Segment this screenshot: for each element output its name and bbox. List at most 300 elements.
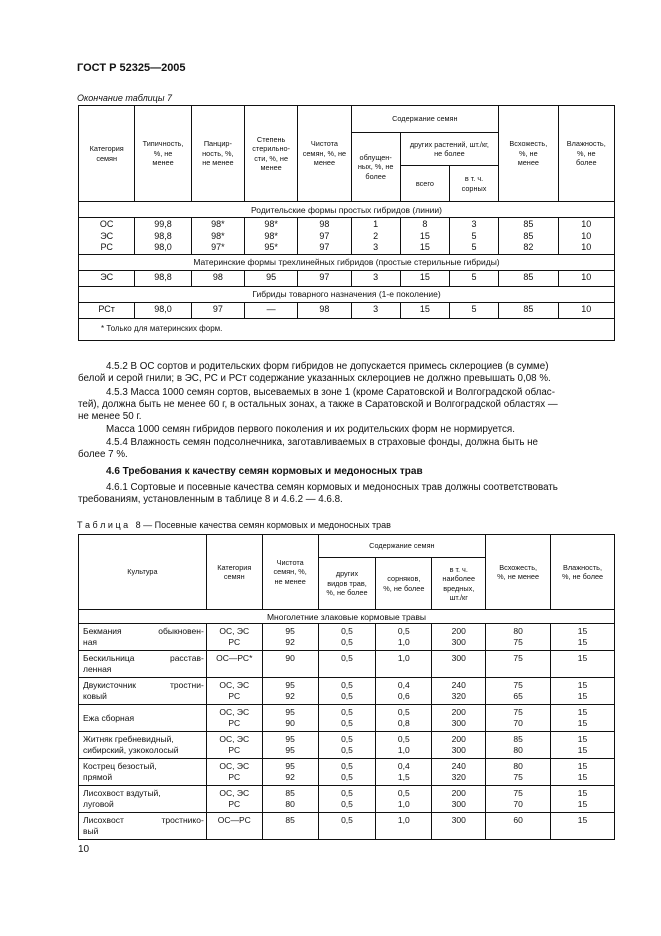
cell-value: 75 [513, 637, 523, 647]
header-line: Влажность, [563, 562, 603, 572]
cell-value: 0,5 [341, 788, 353, 798]
cell-value: 70 [513, 799, 523, 809]
cell-value: 95 [285, 761, 295, 771]
header-other-plants [400, 133, 498, 166]
cell-value: 200 [451, 626, 466, 636]
cell-germ [486, 651, 551, 678]
section-title: Материнские формы трехлинейных гибридов (простые стерильные гибриды) [79, 254, 615, 270]
data-row [79, 270, 615, 286]
cell-other [318, 786, 376, 813]
cell-moist [551, 786, 615, 813]
cell-value: 80 [513, 761, 523, 771]
cell-value: 15 [577, 707, 588, 717]
cell-value: 300 [451, 745, 466, 755]
crop-line: ная [83, 637, 98, 647]
cell-value: 90 [285, 718, 295, 728]
table-cell [558, 218, 614, 255]
header-line: %, не более [561, 572, 604, 581]
text-line: требованиям, установленным в таблице 8 и 4.6.2 — 4.6.8. [78, 494, 343, 505]
cell-germ [486, 786, 551, 813]
header-category [206, 535, 262, 610]
cell-value: 75 [513, 653, 523, 663]
cell-purity [262, 624, 318, 651]
cell-value: 0,5 [341, 707, 353, 717]
section-title: Родительские формы простых гибридов (линии) [79, 202, 615, 218]
cell-harmful [432, 732, 486, 759]
cell-value: 0,5 [341, 815, 353, 825]
header-line: %, не [576, 148, 596, 158]
table-cell [351, 270, 400, 286]
header-line: ных, %, не [357, 162, 394, 172]
cell-value: 75 [513, 680, 523, 690]
header-line: в т. ч. [464, 174, 484, 183]
cell-harmful [432, 624, 486, 651]
cell-germ [486, 678, 551, 705]
cell-value: 0,4 [397, 680, 410, 690]
cell-value: 3 [373, 271, 379, 282]
cell-value: 97 [212, 303, 223, 314]
cell-value: 92 [285, 637, 295, 647]
cell-purity [262, 732, 318, 759]
header-germination [499, 106, 558, 202]
header-line: других [335, 569, 359, 579]
cell-value: 0,8 [397, 718, 410, 728]
cell-value: 15 [419, 242, 430, 252]
cell-harmful [432, 651, 486, 678]
crop-word: Бекмания [83, 626, 122, 636]
crop-line [83, 653, 204, 664]
header-category [79, 106, 135, 202]
cell-value: 97 [319, 271, 330, 282]
cell-value: 80 [513, 745, 523, 755]
cell-weeds [376, 786, 432, 813]
crop-word: тростни- [170, 680, 204, 690]
header-line: сти, %, не [254, 153, 289, 163]
cell-value: 15 [577, 745, 588, 755]
section-heading-4-6: 4.6 Требования к качеству семян кормовых и медоносных трав [106, 466, 423, 477]
text-line: 4.5.3 Масса 1000 семян сортов, высеваемых в зоне 1 (кроме Саратовской и Волгоградской облас- [106, 387, 555, 398]
cell-category [206, 759, 262, 786]
crop-line: луговой [83, 799, 114, 809]
header-crop: Культура [79, 535, 207, 610]
crop-name [79, 624, 207, 651]
header-purity [262, 535, 318, 610]
table-cell [245, 218, 298, 255]
cell-value: РС [228, 691, 241, 701]
cell-value: 15 [577, 653, 588, 663]
cell-value: 85 [523, 219, 534, 229]
cell-weeds [376, 759, 432, 786]
cell-moist [551, 651, 615, 678]
cell-value: 0,5 [397, 626, 410, 636]
header-line: семян, %, [273, 567, 307, 577]
cell-value: 98,8 [154, 230, 172, 241]
cell-value: 1,5 [397, 772, 410, 782]
data-row [79, 302, 615, 318]
table-7-caption: Окончание таблицы 7 [77, 93, 172, 103]
header-line: %, не более [326, 588, 368, 598]
table-cell [245, 302, 298, 318]
header-line: семян [96, 153, 118, 163]
cell-value: 85 [513, 734, 523, 744]
header-line: менее [152, 158, 174, 168]
header-line: Чистота [276, 557, 304, 567]
table-cell [400, 270, 449, 286]
cell-value: 80 [285, 799, 295, 809]
cell-value: 10 [581, 230, 592, 241]
table-cell [449, 218, 498, 255]
cell-value: 2 [373, 230, 379, 241]
cell-value: 15 [577, 799, 588, 809]
cell-other [318, 651, 376, 678]
crop-line: ковый [83, 691, 107, 701]
cell-germ [486, 732, 551, 759]
crop-word: Двукисточник [83, 680, 136, 690]
cell-value: 92 [285, 691, 295, 701]
table-8-caption: Т а б л и ц а 8 — Посевные качества семян кормовых и медоносных трав [77, 520, 391, 530]
header-moisture [551, 535, 615, 610]
cell-value: 0,5 [341, 626, 353, 636]
crop-line [83, 626, 204, 637]
crop-name [79, 759, 207, 786]
cell-moist [551, 732, 615, 759]
cell-value: 0,5 [341, 637, 353, 647]
crop-name [79, 705, 207, 732]
table-row [79, 732, 615, 759]
crop-word: тростнико- [161, 815, 204, 825]
cell-value: 95 [285, 745, 295, 755]
cell-value: 1 [373, 219, 379, 229]
cell-value: 98,8 [154, 271, 172, 282]
cell-value: 240 [451, 680, 466, 690]
table-cell [400, 302, 449, 318]
header-line: более [365, 171, 386, 181]
paragraph-4-5-4 [78, 437, 615, 461]
header-line: семян [223, 572, 245, 581]
text-line: не менее 50 г. [78, 411, 142, 422]
header-line: не более [434, 149, 465, 158]
cell-value: 60 [513, 815, 523, 825]
header-line: Всхожесть, [509, 139, 548, 149]
header-line: стерильно- [252, 144, 290, 153]
cell-value: 85 [523, 303, 534, 314]
table-row [79, 651, 615, 678]
cell-purity [262, 786, 318, 813]
header-line: сорных [461, 183, 487, 193]
crop-line: прямой [83, 772, 113, 782]
header-line: наиболее [442, 574, 476, 583]
cell-value: ОС [99, 219, 114, 229]
cell-value: 300 [451, 799, 466, 809]
cell-value: 95 [285, 707, 295, 717]
header-hulled [351, 133, 400, 202]
header-line: облущен- [359, 152, 392, 162]
cell-value: 15 [577, 761, 588, 771]
cell-value: 0,5 [341, 653, 353, 663]
cell-value: 0,5 [341, 761, 353, 771]
cell-value: 10 [581, 242, 592, 252]
table-cell [135, 270, 191, 286]
header-line: Всхожесть, [499, 562, 538, 572]
cell-value: 98* [264, 230, 278, 241]
table-cell [449, 302, 498, 318]
cell-value: 0,5 [397, 734, 410, 744]
table-8 [78, 534, 615, 840]
table-row [79, 678, 615, 705]
cell-germ [486, 624, 551, 651]
cell-other [318, 678, 376, 705]
cell-value: ЭС [100, 271, 114, 282]
cell-weeds [376, 651, 432, 678]
cell-value: 80 [513, 626, 523, 636]
cell-value: 15 [577, 718, 588, 728]
cell-value: ЭС [100, 230, 114, 241]
crop-name [79, 678, 207, 705]
header-line: других растений, шт./кг, [409, 139, 489, 149]
cell-value: 0,5 [341, 680, 353, 690]
cell-value: 0,5 [341, 745, 353, 755]
cell-category [206, 786, 262, 813]
cell-value: 0,4 [397, 761, 410, 771]
cell-value: 5 [471, 303, 477, 314]
cell-value: 15 [577, 772, 588, 782]
table-cell [499, 218, 558, 255]
cell-value: 95 [266, 271, 277, 282]
cell-purity [262, 651, 318, 678]
header-purity [298, 106, 351, 202]
cell-value: 3 [373, 303, 379, 314]
cell-weeds [376, 705, 432, 732]
header-line: Чистота [310, 139, 338, 149]
cell-value: 300 [451, 637, 466, 647]
cell-value: 320 [451, 772, 466, 782]
cell-value: 97 [319, 230, 330, 241]
cell-value: 97* [211, 242, 225, 252]
header-line: Типичность, [142, 139, 184, 149]
cell-category [206, 651, 262, 678]
cell-value: 200 [451, 734, 466, 744]
cell-weeds [376, 678, 432, 705]
table-cell [400, 218, 449, 255]
cell-value: 98 [212, 271, 223, 282]
cell-value: 82 [523, 242, 534, 252]
cell-value: 15 [577, 815, 588, 825]
cell-moist [551, 624, 615, 651]
cell-value: ОС—РС* [216, 653, 253, 663]
text-line: 4.5.4 Влажность семян подсолнечника, заготавливаемых в страховые фонды, должна быть не [106, 437, 539, 448]
header-line: шт./кг [449, 593, 468, 602]
crop-line: Лисохвост вздутый, [83, 788, 161, 798]
cell-germ [486, 705, 551, 732]
cell-value: РС [100, 242, 113, 252]
cell-value: 1,0 [397, 815, 410, 825]
cell-value: 90 [285, 653, 295, 663]
table-cell [79, 218, 135, 255]
cell-value: 0,5 [341, 799, 353, 809]
cell-purity [262, 705, 318, 732]
table-row [79, 813, 615, 840]
table-row [79, 759, 615, 786]
cell-value: 15 [419, 230, 430, 241]
table-7 [78, 105, 615, 341]
cell-value: 10 [581, 271, 592, 282]
text-line: 4.5.2 В ОС сортов и родительских форм гибридов не допускается примесь склероциев (в сумме) [106, 361, 549, 372]
cell-moist [551, 705, 615, 732]
paragraph-4-6-1 [78, 482, 615, 506]
header-line: не менее [202, 158, 234, 168]
table-cell [351, 302, 400, 318]
cell-value: 5 [471, 271, 477, 282]
crop-word: Бескильница [83, 653, 135, 663]
table-footnote: * Только для материнских форм. [79, 318, 615, 340]
crop-name [79, 732, 207, 759]
cell-purity [262, 813, 318, 840]
cell-value: 3 [373, 242, 379, 252]
header-other-species [318, 558, 376, 610]
header-line: ность, %, [202, 148, 234, 158]
cell-value: 95 [285, 680, 295, 690]
table-cell [191, 218, 244, 255]
header-moisture [558, 106, 614, 202]
cell-value: 70 [513, 718, 523, 728]
cell-value: 0,5 [341, 691, 353, 701]
cell-value: 1,0 [397, 653, 410, 663]
cell-purity [262, 759, 318, 786]
table-cell [135, 218, 191, 255]
cell-weeds [376, 624, 432, 651]
header-armor [191, 106, 244, 202]
cell-value: ОС, ЭС [219, 707, 250, 717]
crop-word: обыкновен- [158, 626, 204, 636]
header-harmful [432, 558, 486, 610]
crop-line: ленная [83, 664, 112, 674]
header-line: Панцир- [203, 139, 232, 149]
crop-word: Лисохвост [83, 815, 124, 825]
cell-value: 3 [471, 219, 477, 229]
text-line: тей), должна быть не менее 60 г, в остальных зонах, а также в Саратовской и Волгоградской областях — [78, 399, 558, 410]
cell-value: 0,6 [397, 691, 410, 701]
cell-harmful [432, 759, 486, 786]
cell-value: РС [228, 637, 241, 647]
cell-value: ОС, ЭС [219, 788, 250, 798]
cell-value: 15 [577, 734, 588, 744]
cell-value: 98* [264, 219, 278, 229]
cell-value: 300 [451, 718, 466, 728]
paragraph-4-5-3-hybrids [78, 424, 615, 436]
table-row [79, 624, 615, 651]
crop-word: расстав- [169, 653, 204, 663]
table-cell [135, 302, 191, 318]
cell-harmful [432, 678, 486, 705]
cell-value: 92 [285, 772, 295, 782]
cell-weeds [376, 813, 432, 840]
table-cell [298, 270, 351, 286]
cell-value: 10 [581, 219, 592, 229]
header-line: менее [517, 158, 539, 168]
header-sterility [245, 106, 298, 202]
cell-value: 15 [577, 680, 588, 690]
cell-value: 15 [419, 303, 430, 314]
cell-value: 5 [471, 230, 477, 241]
cell-other [318, 759, 376, 786]
table-cell [298, 302, 351, 318]
cell-weeds [376, 732, 432, 759]
table-cell [351, 218, 400, 255]
cell-value: 85 [285, 815, 295, 825]
cell-value: 75 [513, 707, 523, 717]
cell-value: 98* [211, 219, 225, 229]
header-line: Категория [89, 144, 124, 153]
header-line: %, не [519, 148, 538, 158]
cell-value: ОС—РС [217, 815, 251, 825]
cell-value: 1,0 [397, 799, 410, 809]
cell-value: РС [228, 718, 241, 728]
crop-name [79, 651, 207, 678]
header-line: менее [313, 158, 336, 168]
cell-value: РС [228, 745, 241, 755]
cell-moist [551, 813, 615, 840]
cell-moist [551, 678, 615, 705]
cell-value: 85 [523, 271, 534, 282]
cell-value: 75 [513, 788, 523, 798]
cell-value: 15 [577, 691, 588, 701]
cell-value: 300 [451, 815, 466, 825]
cell-purity [262, 678, 318, 705]
crop-name [79, 786, 207, 813]
cell-value: — [266, 303, 276, 314]
cell-category [206, 678, 262, 705]
cell-value: ОС, ЭС [219, 680, 250, 690]
paragraph-4-5-3 [78, 387, 615, 423]
cell-value: 1,0 [397, 745, 410, 755]
cell-germ [486, 759, 551, 786]
crop-name [79, 813, 207, 840]
cell-value: 15 [419, 271, 430, 282]
cell-value: РСт [98, 303, 115, 314]
header-line: сорняков, [387, 574, 421, 583]
table-row [79, 786, 615, 813]
cell-category [206, 732, 262, 759]
text-line: более 7 %. [78, 449, 128, 460]
cell-other [318, 705, 376, 732]
header-content-group: Содержание семян [351, 106, 499, 133]
table-cell [79, 270, 135, 286]
cell-value: 98* [211, 230, 225, 241]
cell-value: 10 [581, 303, 592, 314]
cell-value: 95 [285, 734, 295, 744]
table-row [79, 705, 615, 732]
cell-other [318, 732, 376, 759]
header-line: Категория [217, 562, 252, 572]
header-line: %, не [153, 148, 173, 158]
section-title: Многолетние злаковые кормовые травы [79, 610, 615, 624]
text-line: 4.6.1 Сортовые и посевные качества семян кормовых и медоносных трав должны соответствовать [106, 482, 558, 493]
cell-value: 1,0 [397, 637, 410, 647]
cell-value: РС [228, 799, 241, 809]
table-cell [499, 270, 558, 286]
cell-value: РС [228, 772, 241, 782]
paragraph-4-5-2 [78, 361, 615, 385]
cell-value: 85 [285, 788, 295, 798]
crop-line: сибирский, узкоколосый [83, 745, 179, 755]
cell-harmful [432, 813, 486, 840]
cell-value: 95 [285, 626, 295, 636]
crop-line: вый [83, 826, 99, 836]
header-line: видов трав, [327, 578, 367, 588]
header-line: %, не менее [497, 572, 540, 581]
page-title: ГОСТ Р 52325—2005 [77, 62, 186, 74]
cell-value: ОС, ЭС [219, 734, 250, 744]
